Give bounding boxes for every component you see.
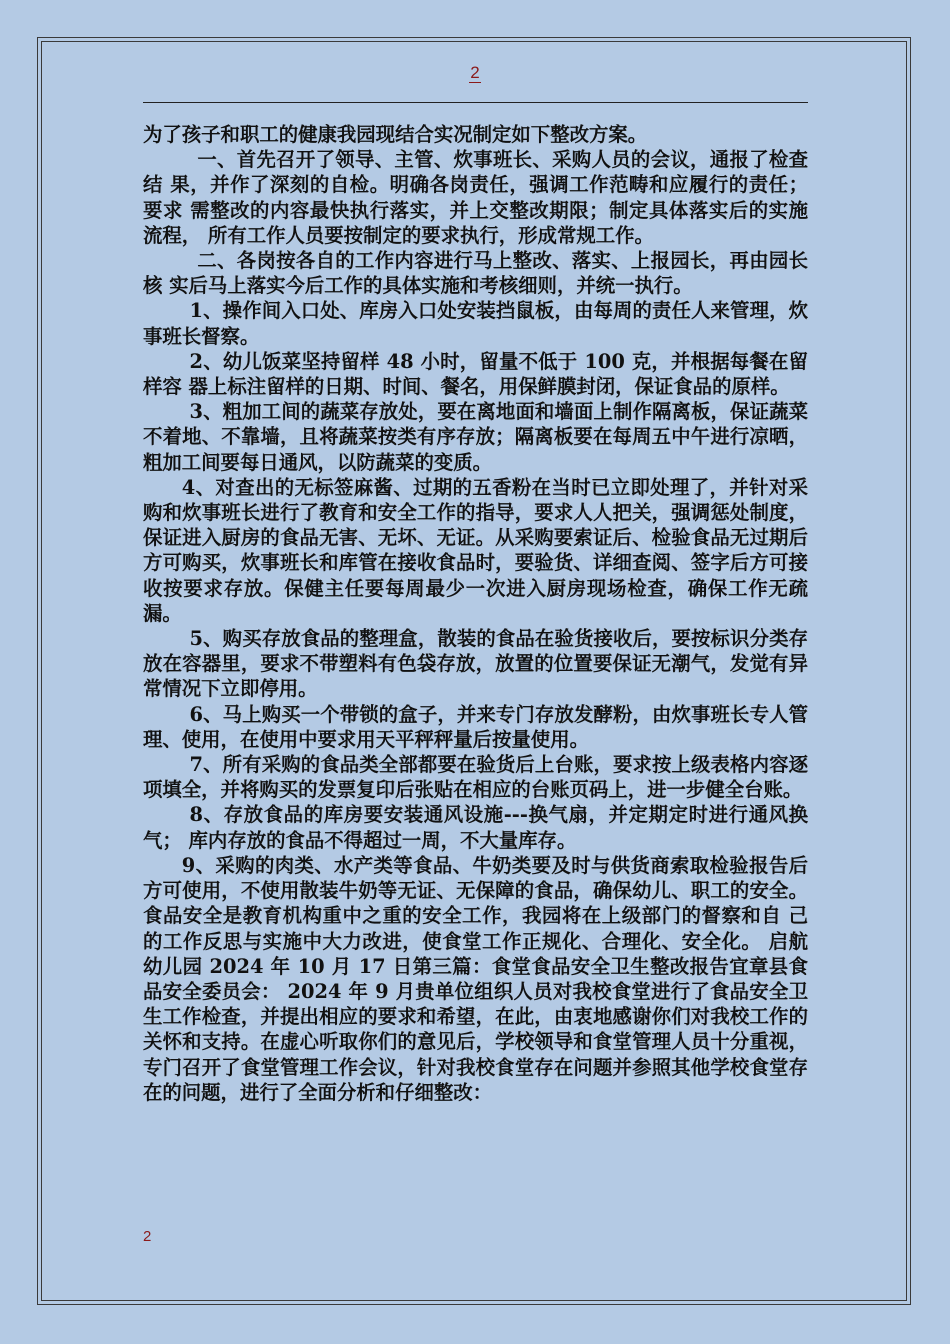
paragraph-item-7: 7、所有采购的食品类全部都要在验货后上台账，要求按上级表格内容逐 项填全，并将购买的发票复印后张贴在相应的台账页码上，进一步健全台账。	[143, 753, 808, 802]
paragraph-intro: 为了孩子和职工的健康我园现结合实况制定如下整改方案。	[143, 123, 648, 146]
footer-page-number: 2	[143, 1228, 152, 1245]
paragraph-item-3: 3、粗加工间的蔬菜存放处，要在离地面和墙面上制作隔离板，保证蔬菜 不着地、不靠墙，且将蔬菜按类有序存放；隔离板要在每周五中午进行凉晒， 粗加工间要每日通风，以防蔬菜的变质。	[143, 400, 808, 474]
paragraph-section-1: 一、首先召开了领导、主管、炊事班长、采购人员的会议，通报了检查结 果，并作了深刻的自检。明确各岗责任，强调工作范畴和应履行的责任；要求 需整改的内容最快执行落实，并上交整改期限；制定具体落实后的实施流程， 所有工作人员要按制定的要求执行，形成常规工作。	[143, 148, 808, 247]
paragraph-item-9: 9、采购的肉类、水产类等食品、牛奶类要及时与供货商索取检验报告后 方可使用，不使用散装牛奶等无证、无保障的食品，确保幼儿、职工的安全。 食品安全是教育机构重中之重的安全工作，我园将在上级部门的督察和自 己的工作反思与实施中大力改进，使食堂工作正规化、合理化、安全化。 启航幼儿园 2024 年 10 月 17 日第三篇：食堂食品安全卫生整改报告宜章县食品安全委员会： 2024 年 9 月贵单位组织人员对我校食堂进行了食品安全卫生工作检查，并提出相应的要求和希望，在此，由衷地感谢你们对我校工作的关怀和支持。在虚心听取你们的意见后，学校领导和食堂管理人员十分重视，专门召开了食堂管理工作会议，针对我校食堂存在问题并参照其他学校食堂存在的问题，进行了全面分析和仔细整改：	[143, 853, 808, 1104]
header-page-number	[0, 63, 950, 83]
paragraph-item-2: 2、幼儿饭菜坚持留样 48 小时，留量不低于 100 克，并根据每餐在留样容 器上标注留样的日期、时间、餐名，用保鲜膜封闭，保证食品的原样。	[143, 349, 808, 399]
header-page-number-text: 2	[470, 63, 480, 82]
paragraph-item-6: 6、马上购买一个带锁的盒子，并来专门存放发酵粉，由炊事班长专人管 理、使用，在使用中要求用天平秤秤量后按量使用。	[143, 702, 808, 751]
paragraph-item-5: 5、购买存放食品的整理盒，散装的食品在验货接收后，要按标识分类存 放在容器里，要求不带塑料有色袋存放，放置的位置要保证无潮气，发觉有异 常情况下立即停用。	[143, 627, 808, 701]
document-body	[143, 122, 808, 1105]
paragraph-item-4: 4、对查出的无标签麻酱、过期的五香粉在当时已立即处理了，并针对采 购和炊事班长进行了教育和安全工作的指导，要求人人把关，强调惩处制度， 保证进入厨房的食品无害、无坏、无证。从采购要索证后、检验食品无过期后 方可购买，炊事班长和库管在接收食品时，要验货、详细查阅、签字后方可接 收按要求存放。保健主任要每周最少一次进入厨房现场检查，确保工作无疏漏。	[143, 475, 808, 625]
paragraph-item-8: 8、存放食品的库房要安装通风设施---换气扇，并定期定时进行通风换气； 库内存放的食品不得超过一周，不大量库存。	[143, 803, 808, 852]
header-divider	[143, 102, 808, 103]
paragraph-item-1: 1、操作间入口处、库房入口处安装挡鼠板，由每周的责任人来管理，炊 事班长督察。	[143, 299, 808, 348]
paragraph-section-2: 二、各岗按各自的工作内容进行马上整改、落实、上报园长，再由园长核 实后马上落实今后工作的具体实施和考核细则，并统一执行。	[143, 249, 808, 298]
